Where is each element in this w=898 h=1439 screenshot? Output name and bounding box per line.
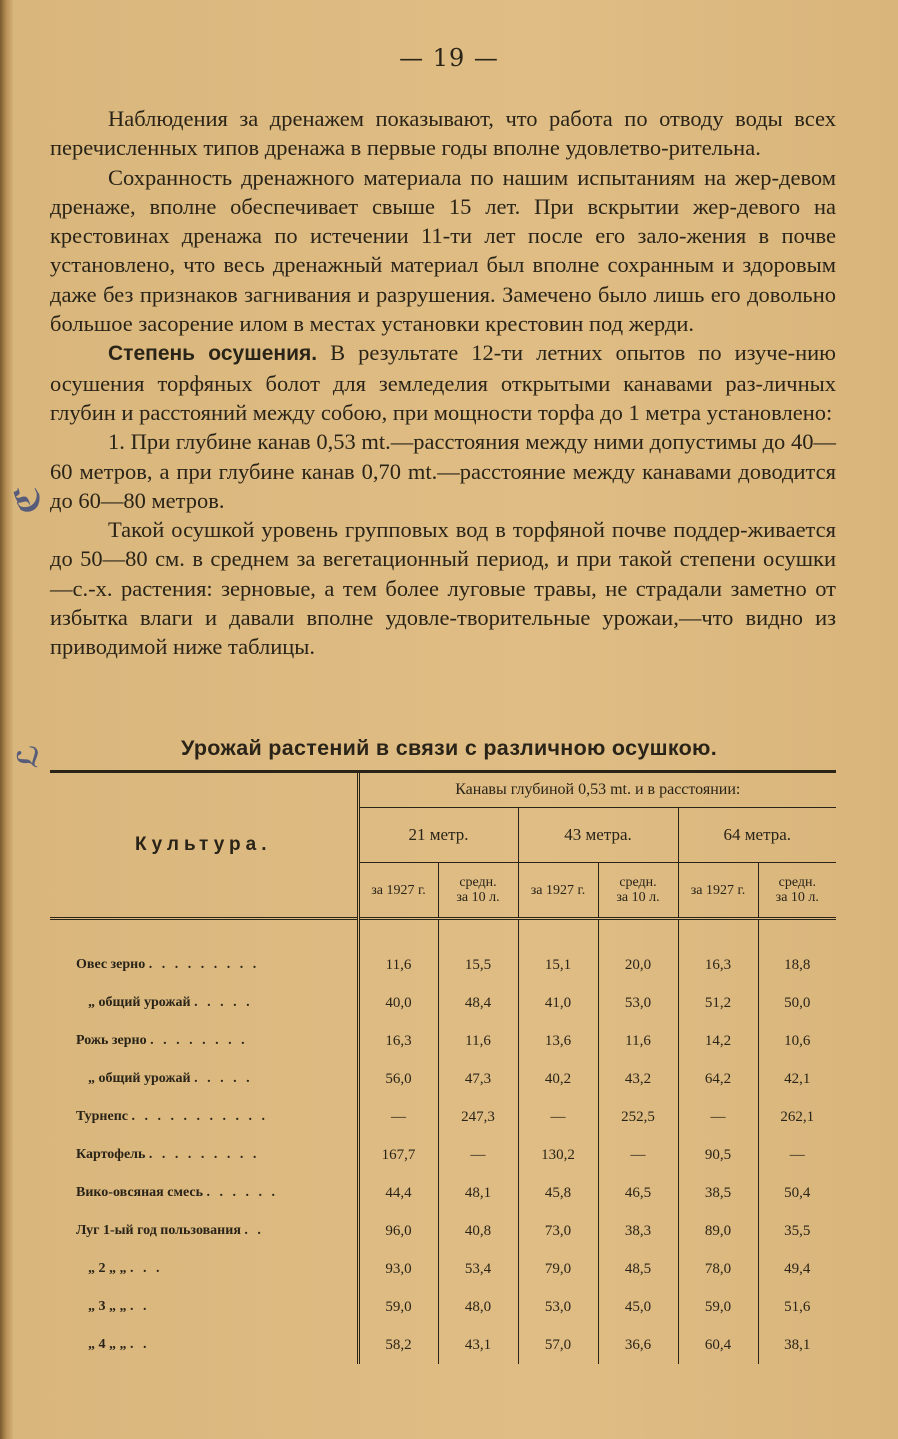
sub-year-header: за 1927 г. <box>518 863 598 919</box>
table-body <box>50 946 836 1364</box>
leader-dots: . . . . . . . . . . . <box>131 1109 268 1124</box>
yield-value: 15,5 <box>438 946 518 984</box>
table-row <box>50 1098 836 1136</box>
culture-name <box>50 1250 358 1288</box>
yield-value: 11,6 <box>385 956 412 973</box>
yield-value: 16,3 <box>678 946 758 984</box>
yield-value: 47,3 <box>438 1060 518 1098</box>
yield-value: 58,2 <box>385 1336 412 1353</box>
table-row <box>50 984 836 1022</box>
yield-value: 35,5 <box>758 1212 836 1250</box>
yield-value: — <box>391 1108 406 1125</box>
leader-dots: . . <box>130 1299 150 1314</box>
paragraph-4: 1. При глубине канав 0,53 mt.—расстояния между ними допустимы до 40—60 метров, а при глубине канав 0,70 mt.—расстояние между канавами доводится до 60—80 метров. <box>50 429 836 513</box>
culture-name <box>50 1326 358 1364</box>
culture-name <box>50 1098 358 1136</box>
yield-value: 53,0 <box>598 984 678 1022</box>
table-row <box>50 1212 836 1250</box>
yield-value: 46,5 <box>598 1174 678 1212</box>
yield-value: 53,0 <box>518 1288 598 1326</box>
yield-value: 51,2 <box>678 984 758 1022</box>
culture-label: „ общий урожай <box>88 995 191 1010</box>
yield-value: 50,0 <box>758 984 836 1022</box>
yield-value: 18,8 <box>758 946 836 984</box>
leader-dots: . . . . . . . . . <box>148 957 260 972</box>
yield-value: 44,4 <box>385 1184 412 1201</box>
leader-dots: . . . . . . . . . <box>148 1147 260 1162</box>
table-row <box>50 1326 836 1364</box>
body-text <box>50 104 836 662</box>
sub-year-header: за 1927 г. <box>678 863 758 919</box>
yield-table <box>50 770 836 1364</box>
yield-value: 38,1 <box>758 1326 836 1364</box>
culture-name <box>50 1288 358 1326</box>
culture-name <box>50 1212 358 1250</box>
yield-value: 89,0 <box>678 1212 758 1250</box>
yield-value: 45,8 <box>518 1174 598 1212</box>
yield-value: 40,2 <box>518 1060 598 1098</box>
distance-header-64: 64 метра. <box>678 808 836 863</box>
table-separator <box>50 919 836 947</box>
section-heading: Степень осушения. <box>108 342 318 366</box>
culture-label: Овес зерно <box>76 957 146 972</box>
table-row <box>50 1060 836 1098</box>
table-title: Урожай растений в связи с различною осушкою. <box>181 736 717 760</box>
yield-value: 50,4 <box>758 1174 836 1212</box>
table-row <box>50 1136 836 1174</box>
yield-value: 130,2 <box>518 1136 598 1174</box>
table-row <box>50 1288 836 1326</box>
yield-value: 59,0 <box>678 1288 758 1326</box>
paragraph-5: Такой осушкой уровень групповых вод в торфяной почве поддер-живается до 50—80 см. в среднем за вегетационный период, и при такой степени осушки—с.-х. растения: зерновые, а тем более луговые травы, не страдали заметно от избытка влаги и давали вполне удовле-творительные урожаи,—что видно из приводимой ниже таблицы. <box>50 517 836 660</box>
yield-value: 252,5 <box>598 1098 678 1136</box>
yield-value: 96,0 <box>385 1222 412 1239</box>
leader-dots: . . . . . <box>194 995 253 1010</box>
culture-label: Луг 1-ый год пользования <box>76 1223 241 1238</box>
yield-value: 36,6 <box>598 1326 678 1364</box>
yield-value: 10,6 <box>758 1022 836 1060</box>
yield-value: 40,8 <box>438 1212 518 1250</box>
sub-avg-header: средн. за 10 л. <box>758 863 836 919</box>
yield-value: 90,5 <box>678 1136 758 1174</box>
yield-value: 41,0 <box>518 984 598 1022</box>
culture-label: Рожь зерно <box>76 1033 147 1048</box>
yield-value: 43,1 <box>438 1326 518 1364</box>
yield-value: — <box>518 1098 598 1136</box>
yield-value: — <box>758 1136 836 1174</box>
sub-avg-header: средн. за 10 л. <box>438 863 518 919</box>
paragraph-2: Сохранность дренажного материала по нашим испытаниям на жер-девом дренаже, вполне обеспечивает свыше 15 лет. При вскрытии жер-девого на крестовинах дренажа по истечении 11-ти лет после его зало-жения в почве установлено, что весь дренажный материал был вполне сохранным и здоровым даже без признаков загнивания и разрушения. Замечено было лишь его довольно большое засорение илом в местах установки крестовин под жерди. <box>50 164 836 337</box>
leader-dots: . . <box>244 1223 264 1238</box>
paragraph-3 <box>50 338 836 427</box>
table-row <box>50 1174 836 1212</box>
culture-label: Вико-овсяная смесь <box>76 1185 204 1200</box>
yield-value: 40,0 <box>385 994 412 1011</box>
yield-value: 59,0 <box>385 1298 412 1315</box>
culture-name <box>50 1136 358 1174</box>
sub-avg-header: средн. за 10 л. <box>598 863 678 919</box>
yield-value: 43,2 <box>598 1060 678 1098</box>
table-row <box>50 946 836 984</box>
culture-name <box>50 1022 358 1060</box>
paragraph-1: Наблюдения за дренажем показывают, что работа по отводу воды всех перечисленных типов дренажа в первые годы вполне удовлетво-рительна. <box>50 106 836 161</box>
yield-value: 38,5 <box>678 1174 758 1212</box>
culture-name <box>50 946 358 984</box>
yield-value: 57,0 <box>518 1326 598 1364</box>
culture-header: Культура. <box>50 773 358 919</box>
yield-value: 73,0 <box>518 1212 598 1250</box>
leader-dots: . . <box>130 1337 150 1352</box>
yield-value: — <box>438 1136 518 1174</box>
yield-value: 15,1 <box>518 946 598 984</box>
paragraph-3-text: В результате 12-ти летних опытов по изуче-нию осушения торфяных болот для земледелия открытыми канавами раз-личных глубин и расстояний между собою, при мощности торфа до 1 метра установлено: <box>50 340 836 425</box>
yield-value: 42,1 <box>758 1060 836 1098</box>
group-header: Канавы глубиной 0,53 mt. и в расстоянии: <box>358 773 836 808</box>
leader-dots: . . . . . . . . <box>150 1033 248 1048</box>
yield-value: 78,0 <box>678 1250 758 1288</box>
culture-label: Турнепс <box>76 1109 128 1124</box>
table-row <box>50 1022 836 1060</box>
yield-value: 53,4 <box>438 1250 518 1288</box>
yield-value: 38,3 <box>598 1212 678 1250</box>
yield-value: 14,2 <box>678 1022 758 1060</box>
table-row <box>50 1250 836 1288</box>
yield-value: 45,0 <box>598 1288 678 1326</box>
yield-value: 247,3 <box>438 1098 518 1136</box>
yield-value: 93,0 <box>385 1260 412 1277</box>
margin-stamp-mark: ℒ <box>11 744 45 769</box>
yield-value: 48,4 <box>438 984 518 1022</box>
yield-value: 79,0 <box>518 1250 598 1288</box>
culture-label: „ 3 „ „ <box>88 1299 127 1314</box>
leader-dots: . . . . . <box>194 1071 253 1086</box>
yield-value: 13,6 <box>518 1022 598 1060</box>
margin-stamp-mark: ℭ <box>7 486 48 514</box>
culture-name <box>50 984 358 1022</box>
sub-year-header: за 1927 г. <box>371 882 426 898</box>
yield-value: 64,2 <box>678 1060 758 1098</box>
yield-value: 60,4 <box>678 1326 758 1364</box>
yield-value: 51,6 <box>758 1288 836 1326</box>
distance-header-21: 21 метр. <box>358 808 518 863</box>
yield-value: 167,7 <box>381 1146 416 1163</box>
yield-value: — <box>678 1098 758 1136</box>
yield-value: 11,6 <box>598 1022 678 1060</box>
culture-label: Картофель <box>76 1147 146 1162</box>
yield-value: 16,3 <box>385 1032 412 1049</box>
yield-value: 262,1 <box>758 1098 836 1136</box>
yield-value: 48,0 <box>438 1288 518 1326</box>
yield-value: 49,4 <box>758 1250 836 1288</box>
leader-dots: . . . . . . <box>206 1185 279 1200</box>
yield-value: 11,6 <box>438 1022 518 1060</box>
yield-value: — <box>598 1136 678 1174</box>
culture-name <box>50 1060 358 1098</box>
yield-value: 48,5 <box>598 1250 678 1288</box>
yield-value: 48,1 <box>438 1174 518 1212</box>
culture-name <box>50 1174 358 1212</box>
distance-header-43: 43 метра. <box>518 808 678 863</box>
yield-value: 56,0 <box>385 1070 412 1087</box>
culture-label: „ 2 „ „ <box>88 1261 127 1276</box>
yield-value: 20,0 <box>598 946 678 984</box>
culture-label: „ общий урожай <box>88 1071 191 1086</box>
leader-dots: . . . <box>130 1261 163 1276</box>
page-number: — 19 — <box>399 44 499 72</box>
culture-label: „ 4 „ „ <box>88 1337 127 1352</box>
